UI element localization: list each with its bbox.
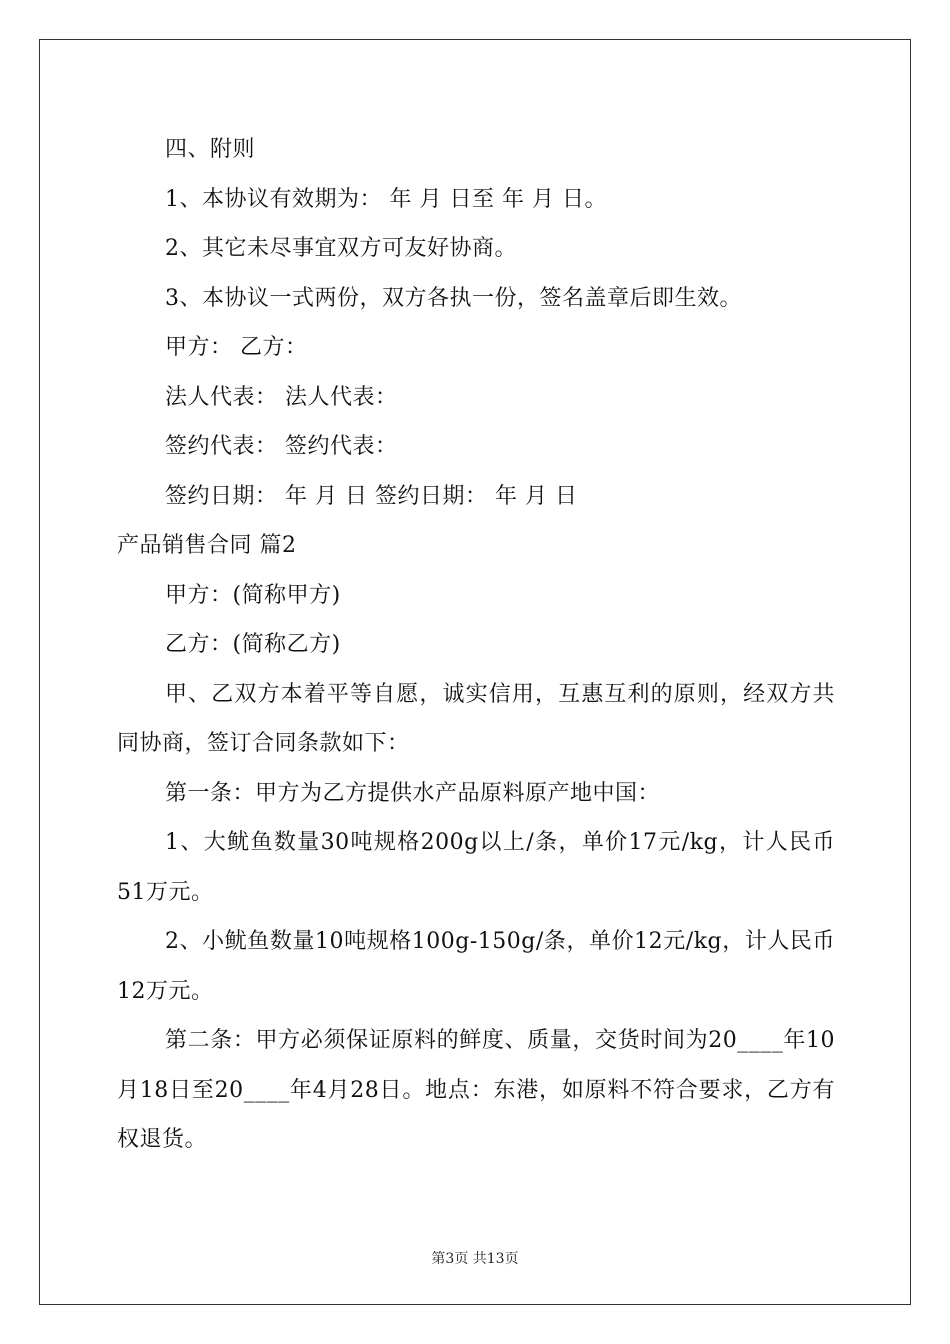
signature-legal-rep: 法人代表： 法人代表： bbox=[165, 384, 398, 410]
article-two: 第二条：甲方必须保证原料的鲜度、质量，交货时间为20____年10月18日至20____年4月28日。地点：东港，如原料不符合要求，乙方有权退货。 bbox=[117, 1028, 835, 1152]
item-small-squid: 2、小鱿鱼数量10吨规格100g-150g/条，单价12元/kg，计人民币12万元。 bbox=[117, 929, 835, 1004]
clause-other-matters: 2、其它未尽事宜双方可友好协商。 bbox=[165, 236, 517, 261]
preamble-paragraph: 甲、乙双方本着平等自愿，诚实信用，互惠互利的原则，经双方共同协商，签订合同条款如下： bbox=[117, 681, 835, 756]
signature-signing-rep: 签约代表： 签约代表： bbox=[165, 434, 398, 459]
section-heading-appendix: 四、附则 bbox=[165, 137, 256, 162]
contract-title: 产品销售合同 篇2 bbox=[117, 533, 297, 558]
document-body bbox=[117, 125, 835, 1165]
signature-dates: 签约日期： 年 月 日 签约日期： 年 月 日 bbox=[165, 483, 578, 509]
clause-validity-period: 1、本协议有效期为： 年 月 日至 年 月 日。 bbox=[165, 186, 607, 212]
page-number: 第3页 共13页 bbox=[431, 1251, 519, 1267]
item-large-squid: 1、大鱿鱼数量30吨规格200g以上/条，单价17元/kg，计人民币51万元。 bbox=[117, 830, 835, 905]
clause-copies: 3、本协议一式两份，双方各执一份，签名盖章后即生效。 bbox=[165, 285, 742, 311]
party-b: 乙方：(简称乙方) bbox=[165, 632, 341, 657]
article-one: 第一条：甲方为乙方提供水产品原料原产地中国： bbox=[165, 780, 661, 806]
signature-parties: 甲方： 乙方： bbox=[165, 335, 308, 360]
party-a: 甲方：(简称甲方) bbox=[165, 582, 341, 608]
